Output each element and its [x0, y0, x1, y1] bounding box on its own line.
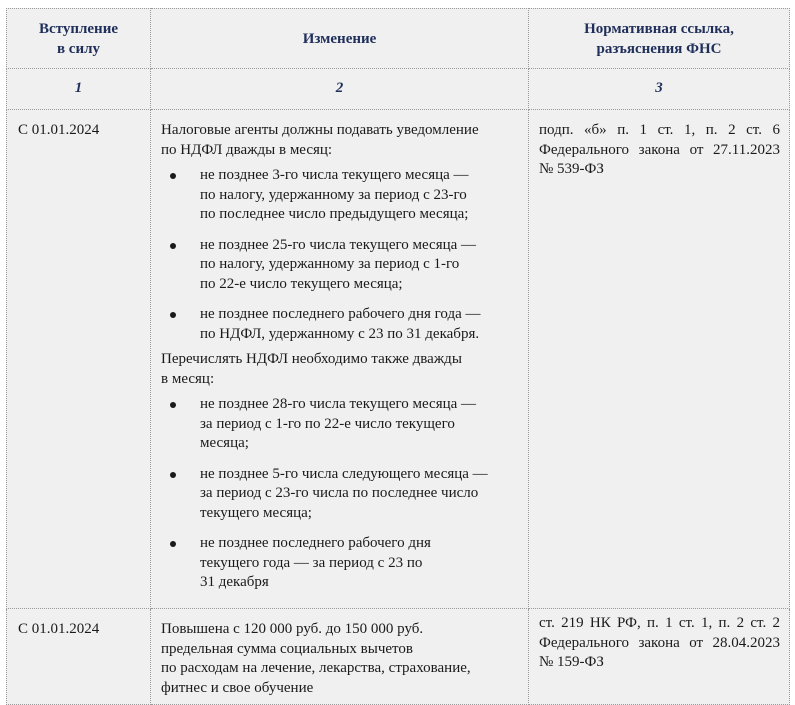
column-number-row: [7, 69, 790, 110]
list-item: не позднее 5-го числа следующего месяца — за период с 23-го числа по последнее число текущего месяца;: [161, 465, 520, 524]
list-item: не позднее 28-го числа текущего месяца — за период с 1-го по 22-е число текущего месяца;: [161, 395, 520, 454]
reference-cell: ст. 219 НК РФ, п. 1 ст. 1, п. 2 ст. 2 Федерального закона от 28.04.2023 № 159-ФЗ: [529, 609, 790, 705]
bullet-icon: [170, 173, 176, 179]
effective-date-cell: С 01.01.2024: [7, 609, 151, 705]
payment-deadlines-list: [161, 395, 520, 593]
bullet-icon: [170, 402, 176, 408]
effective-date-cell: С 01.01.2024: [7, 110, 151, 609]
change-cell: [151, 110, 529, 609]
column-number-1: 1: [7, 69, 151, 110]
bullet-icon: [170, 541, 176, 547]
header-row: [7, 9, 790, 69]
header-change: Изменение: [151, 9, 529, 69]
column-number-2: 2: [151, 69, 529, 110]
bullet-icon: [170, 243, 176, 249]
bullet-icon: [170, 472, 176, 478]
table-row: [7, 609, 790, 705]
tax-changes-table: [6, 8, 790, 705]
payment-paragraph: Перечислять НДФЛ необходимо также дважды в месяц:: [161, 351, 462, 387]
change-cell: Повышена с 120 000 руб. до 150 000 руб. предельная сумма социальных вычетов по расходам на лечение, лекарства, страхование, фитнес и свое обучение: [151, 609, 529, 705]
list-item: не позднее последнего рабочего дня года — по НДФЛ, удержанному с 23 по 31 декабря.: [161, 305, 520, 344]
reference-cell: подп. «б» п. 1 ст. 1, п. 2 ст. 6 Федерального закона от 27.11.2023 № 539-ФЗ: [529, 110, 790, 609]
notification-deadlines-list: [161, 166, 520, 344]
bullet-icon: [170, 312, 176, 318]
header-effective-date: Вступление в силу: [7, 9, 151, 69]
intro-paragraph: Налоговые агенты должны подавать уведомление по НДФЛ дважды в месяц:: [161, 122, 479, 158]
header-reference: Нормативная ссылка, разъяснения ФНС: [529, 9, 790, 69]
list-item: не позднее 3-го числа текущего месяца — по налогу, удержанному за период с 23-го по последнее число предыдущего месяца;: [161, 166, 520, 225]
column-number-3: 3: [529, 69, 790, 110]
list-item: не позднее последнего рабочего дня текущего года — за период с 23 по 31 декабря: [161, 534, 520, 593]
list-item: не позднее 25-го числа текущего месяца — по налогу, удержанному за период с 1-го по 22-е число текущего месяца;: [161, 236, 520, 295]
table-row: [7, 110, 790, 609]
